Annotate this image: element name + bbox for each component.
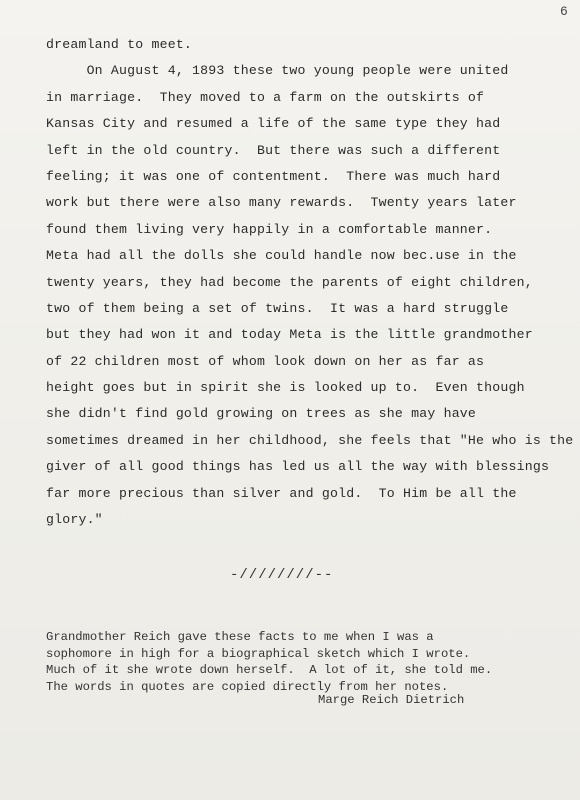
body-line: Kansas City and resumed a life of the same type they had [46,116,501,132]
body-line: far more precious than silver and gold. To Him be all the [46,485,517,501]
body-line: work but there were also many rewards. Twenty years later [46,195,517,211]
body-line: giver of all good things has led us all the way with blessings [46,459,550,475]
note-line: The words in quotes are copied directly from her notes. [46,679,449,694]
signature: Marge Reich Dietrich [318,693,465,707]
body-line: found them living very happily in a comfortable manner. [46,221,493,237]
note-line: Grandmother Reich gave these facts to me when I was a [46,630,434,644]
body-line: left in the old country. But there was such a different [46,142,501,158]
body-line: height goes but in spirit she is looked up to. Even though [46,380,525,396]
body-line: but they had won it and today Meta is the little grandmother [46,327,533,343]
body-line: in marriage. They moved to a farm on the outskirts of [46,89,485,105]
body-line: twenty years, they had become the parents of eight children, [46,274,533,290]
note-line: sophomore in high for a biographical sketch which I wrote. [46,646,471,661]
body-text [46,32,576,533]
body-line: Meta had all the dolls she could handle now bec.use in the [46,248,517,264]
body-line: feeling; it was one of contentment. There was much hard [46,168,501,184]
note-line: Much of it she wrote down herself. A lot of it, she told me. [46,663,493,677]
section-divider: -////////-- [230,567,334,583]
body-line: On August 4, 1893 these two young people were united [46,63,509,79]
body-line: dreamland to meet. [46,37,193,52]
page-number: 6 [560,4,568,19]
body-line: she didn't find gold growing on trees as she may have [46,406,477,422]
body-line: glory." [46,512,103,528]
body-line: sometimes dreamed in her childhood, she feels that "He who is the [46,432,574,448]
author-note [46,629,576,695]
body-line: of 22 children most of whom look down on her as far as [46,353,485,369]
body-line: two of them being a set of twins. It was a hard struggle [46,300,509,316]
